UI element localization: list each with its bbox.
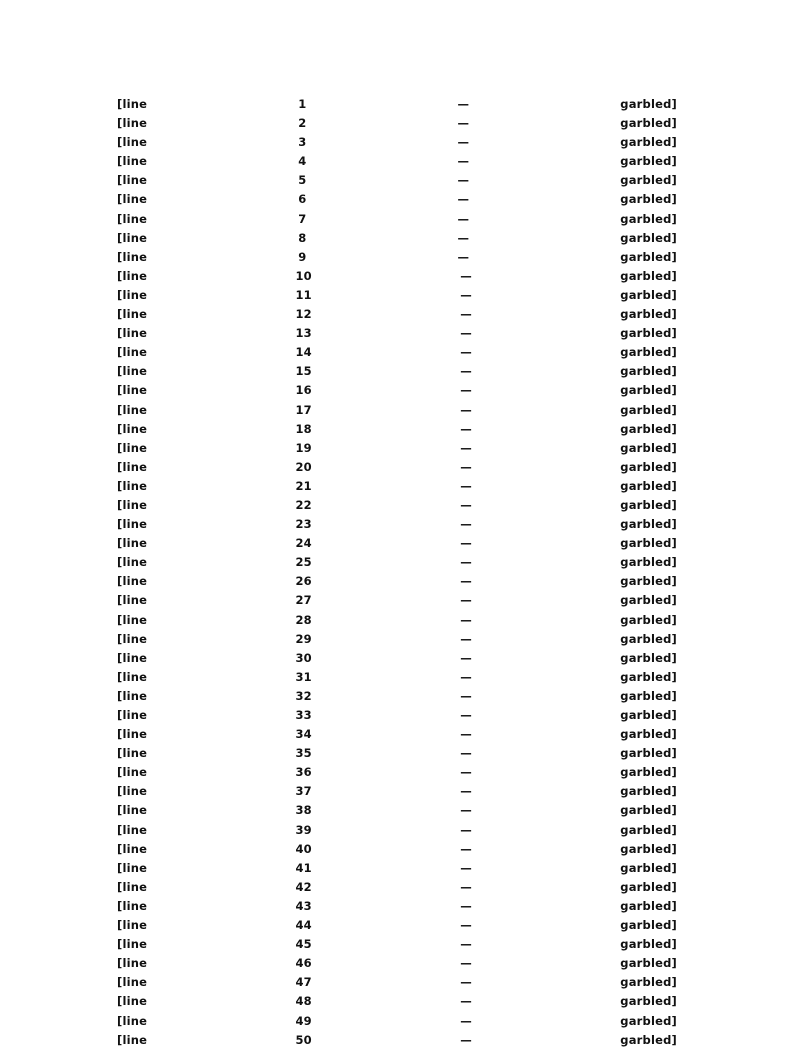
text-line: [line 9 — garbled] xyxy=(117,249,677,264)
text-line: [line 18 — garbled] xyxy=(117,421,677,436)
text-line: [line 6 — garbled] xyxy=(117,192,677,207)
text-line: [line 38 — garbled] xyxy=(117,803,677,818)
text-line: [line 26 — garbled] xyxy=(117,574,677,589)
text-line: [line 14 — garbled] xyxy=(117,345,677,360)
text-line: [line 17 — garbled] xyxy=(117,402,677,417)
text-line: [line 12 — garbled] xyxy=(117,307,677,322)
text-line: [line 8 — garbled] xyxy=(117,230,677,245)
text-line: [line 36 — garbled] xyxy=(117,765,677,780)
text-line: [line 24 — garbled] xyxy=(117,536,677,551)
text-line: [line 22 — garbled] xyxy=(117,497,677,512)
text-line: [line 4 — garbled] xyxy=(117,154,677,169)
text-line: [line 7 — garbled] xyxy=(117,211,677,226)
text-line: [line 31 — garbled] xyxy=(117,669,677,684)
text-line: [line 15 — garbled] xyxy=(117,364,677,379)
text-line: [line 46 — garbled] xyxy=(117,956,677,971)
body-text xyxy=(117,95,677,1050)
text-line: [line 50 — garbled] xyxy=(117,1032,677,1047)
text-line: [line 23 — garbled] xyxy=(117,517,677,532)
text-line: [line 1 — garbled] xyxy=(117,97,677,111)
text-line: [line 11 — garbled] xyxy=(117,287,677,302)
text-line: [line 28 — garbled] xyxy=(117,612,677,627)
text-line: [line 16 — garbled] xyxy=(117,383,677,398)
text-line: [line 5 — garbled] xyxy=(117,173,677,188)
text-line: [line 47 — garbled] xyxy=(117,975,677,990)
text-line: [line 49 — garbled] xyxy=(117,1013,677,1028)
text-line: [line 37 — garbled] xyxy=(117,784,677,799)
text-line: [line 21 — garbled] xyxy=(117,478,677,493)
text-line: [line 48 — garbled] xyxy=(117,994,677,1009)
text-line: [line 35 — garbled] xyxy=(117,746,677,761)
text-line: [line 27 — garbled] xyxy=(117,593,677,608)
text-line: [line 30 — garbled] xyxy=(117,650,677,665)
text-line: [line 2 — garbled] xyxy=(117,116,677,131)
text-line: [line 29 — garbled] xyxy=(117,631,677,646)
text-line: [line 25 — garbled] xyxy=(117,555,677,570)
text-line: [line 44 — garbled] xyxy=(117,918,677,933)
text-line: [line 10 — garbled] xyxy=(117,268,677,283)
text-line: [line 3 — garbled] xyxy=(117,135,677,150)
text-line: [line 40 — garbled] xyxy=(117,841,677,856)
text-line: [line 45 — garbled] xyxy=(117,937,677,952)
text-line: [line 32 — garbled] xyxy=(117,688,677,703)
text-line: [line 42 — garbled] xyxy=(117,879,677,894)
text-line: [line 33 — garbled] xyxy=(117,708,677,722)
text-line: [line 13 — garbled] xyxy=(117,326,677,341)
text-line: [line 39 — garbled] xyxy=(117,822,677,837)
text-line: [line 34 — garbled] xyxy=(117,727,677,742)
text-line: [line 20 — garbled] xyxy=(117,459,677,474)
text-line: [line 19 — garbled] xyxy=(117,440,677,455)
text-line: [line 41 — garbled] xyxy=(117,860,677,875)
text-line: [line 43 — garbled] xyxy=(117,898,677,913)
